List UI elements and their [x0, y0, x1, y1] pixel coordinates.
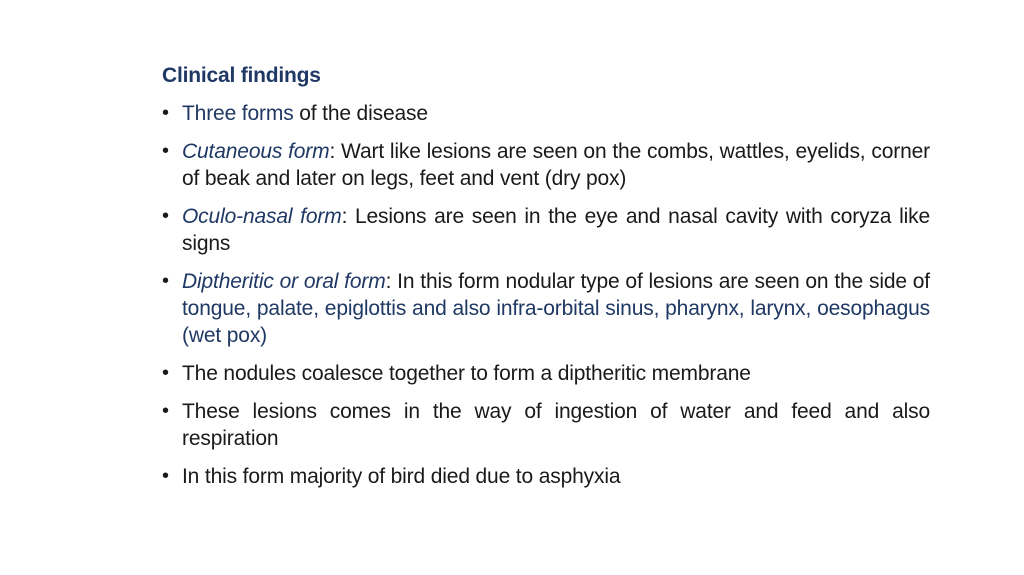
bullet-dot-icon: •: [162, 465, 169, 487]
bullet-text-segment: Oculo-nasal form: [182, 205, 342, 228]
bullet-text-segment: The nodules coalesce together to form a diptheritic membrane: [182, 362, 751, 385]
bullet-dot-icon: •: [162, 362, 169, 384]
slide-title: Clinical findings: [162, 64, 321, 87]
bullet-dot-icon: •: [162, 140, 169, 162]
bullet-text-segment: : Wart like lesions are seen on the combs, wattles, eyelids, corner of beak and later on legs, feet and vent (dry pox): [182, 140, 930, 190]
bullet-dot-icon: •: [162, 102, 169, 124]
bullet-item: [162, 138, 930, 192]
bullet-list: [162, 100, 930, 490]
bullet-dot-icon: •: [162, 205, 169, 227]
bullet-item: [162, 268, 930, 349]
bullet-text-segment: These lesions comes in the way of ingestion of water and feed and also respiration: [182, 400, 930, 450]
bullet-text-segment: tongue, palate, epiglottis and also infra-orbital sinus, pharynx, larynx, oesophagus (wet pox): [182, 297, 930, 347]
bullet-text-segment: Cutaneous form: [182, 140, 330, 163]
bullet-dot-icon: •: [162, 270, 169, 292]
bullet-item: [162, 360, 930, 387]
slide-content: [162, 62, 930, 501]
bullet-text-segment: of the disease: [293, 102, 428, 125]
bullet-text-segment: : Lesions are seen in the eye and nasal cavity with coryza like signs: [182, 205, 930, 255]
bullet-text-segment: Three forms: [182, 102, 294, 125]
bullet-item: [162, 203, 930, 257]
bullet-text-segment: : In this form nodular type of lesions are seen on the side of: [385, 270, 930, 293]
bullet-item: [162, 463, 930, 490]
bullet-text-segment: In this form majority of bird died due to asphyxia: [182, 465, 621, 488]
bullet-item: [162, 398, 930, 452]
bullet-item: [162, 100, 930, 127]
bullet-text-segment: Diptheritic or oral form: [182, 270, 386, 293]
bullet-dot-icon: •: [162, 400, 169, 422]
